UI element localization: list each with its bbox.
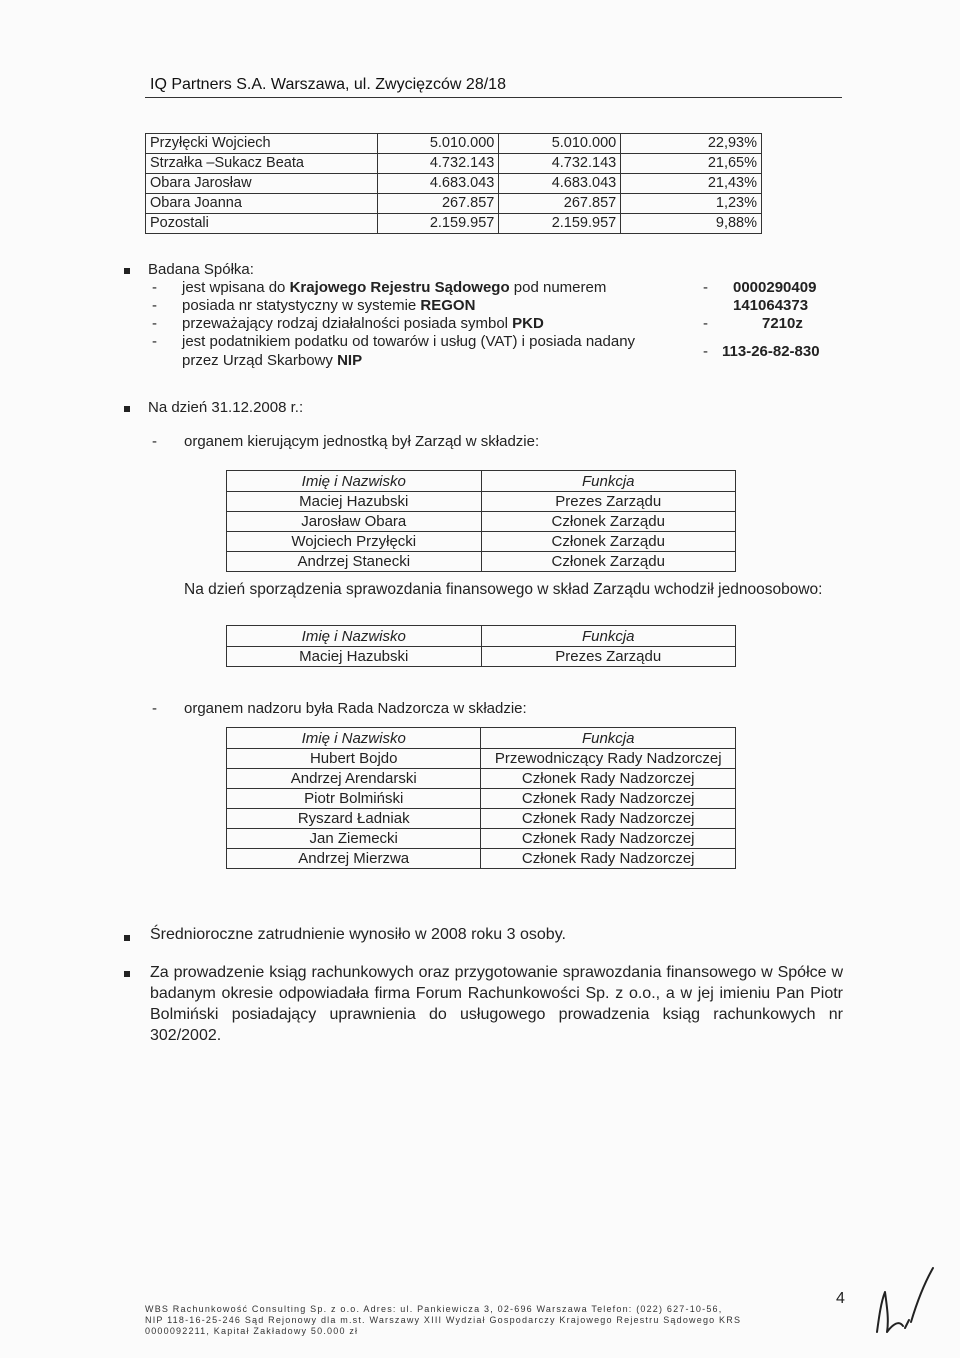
page-number: 4	[836, 1290, 845, 1307]
table-row	[146, 134, 762, 154]
table-row	[227, 849, 736, 869]
person-name: Jan Ziemecki	[227, 829, 481, 849]
single-board-table	[226, 625, 736, 667]
board-table	[226, 470, 736, 572]
document-header: IQ Partners S.A. Warszawa, ul. Zwycięzców 28/18	[150, 76, 506, 93]
footer-line-1: WBS Rachunkowość Consulting Sp. z o.o. Adres: ul. Pankiewicza 3, 02-696 Warszawa Telefon: (022) 627-10-56,	[145, 1304, 723, 1314]
share-percent: 21,65%	[621, 154, 762, 174]
table-row	[146, 174, 762, 194]
bullet-square-icon	[124, 935, 130, 941]
vote-count: 2.159.957	[499, 214, 621, 234]
vote-count: 267.857	[499, 194, 621, 214]
column-header-role: Funkcja	[481, 471, 736, 492]
column-header-role: Funkcja	[481, 626, 736, 647]
share-count: 4.732.143	[377, 154, 499, 174]
bullet-square-icon	[124, 406, 130, 412]
column-header-role: Funkcja	[481, 728, 736, 749]
share-percent: 22,93%	[621, 134, 762, 154]
table-row	[227, 769, 736, 789]
person-role: Członek Rady Nadzorczej	[481, 789, 736, 809]
person-role: Członek Zarządu	[481, 532, 736, 552]
table-row	[146, 214, 762, 234]
date-line: Na dzień 31.12.2008 r.:	[148, 399, 304, 416]
person-role: Członek Rady Nadzorczej	[481, 849, 736, 869]
footer-line-2: NIP 118-16-25-246 Sąd Rejonowy dla m.st. Warszawy XIII Wydział Gospodarczy Krajowego Rejestru Sądowego KRS	[145, 1315, 742, 1325]
person-role: Członek Zarządu	[481, 512, 736, 532]
column-header-name: Imię i Nazwisko	[227, 471, 482, 492]
bullet-square-icon	[124, 268, 130, 274]
dash-marker: -	[152, 333, 157, 350]
employment-text: Średnioroczne zatrudnienie wynosiło w 2008 roku 3 osoby.	[150, 926, 566, 943]
footer-line-3: 0000092211, Kapitał Zakładowy 50.000 zł	[145, 1326, 359, 1336]
header-divider	[145, 97, 842, 98]
nip-line-1: jest podatnikiem podatku od towarów i usług (VAT) i posiada nadany	[182, 333, 636, 350]
share-count: 267.857	[377, 194, 499, 214]
vote-count: 5.010.000	[499, 134, 621, 154]
person-name: Andrzej Arendarski	[227, 769, 481, 789]
vote-count: 4.732.143	[499, 154, 621, 174]
board-intro: organem kierującym jednostką był Zarząd w składzie:	[184, 433, 540, 450]
share-count: 5.010.000	[377, 134, 499, 154]
person-name: Maciej Hazubski	[227, 492, 482, 512]
bookkeeping-text: Za prowadzenie ksiąg rachunkowych oraz przygotowanie sprawozdania finansowego w Spółce w badanym okresie odpowiadała firma Forum Rachunkowości Sp. z o.o., a w jej imieniu Pan Piotr Bolmiński posiadający uprawnienia do usługowego prowadzenia ksiąg rachunkowych nr 302/2002.	[150, 964, 843, 1044]
shareholders-table	[145, 133, 762, 234]
table-row	[227, 492, 736, 512]
table-row	[227, 532, 736, 552]
person-role: Członek Rady Nadzorczej	[481, 809, 736, 829]
table-row	[227, 809, 736, 829]
regon-line: posiada nr statystyczny w systemie REGON	[182, 297, 476, 314]
dash-marker: -	[703, 343, 708, 360]
table-row	[227, 749, 736, 769]
person-role: Prezes Zarządu	[481, 492, 736, 512]
table-row	[227, 647, 736, 667]
pkd-code: 7210z	[762, 315, 803, 332]
company-intro: Badana Spółka:	[148, 261, 254, 278]
dash-marker: -	[152, 700, 157, 717]
table-row	[227, 789, 736, 809]
dash-marker: -	[152, 279, 157, 296]
regon-number: 141064373	[733, 297, 809, 314]
dash-marker: -	[703, 279, 708, 296]
pkd-line: przeważający rodzaj działalności posiada symbol PKD	[182, 315, 544, 332]
person-name: Hubert Bojdo	[227, 749, 481, 769]
shareholder-name: Przyłęcki Wojciech	[146, 134, 378, 154]
person-name: Andrzej Mierzwa	[227, 849, 481, 869]
share-count: 4.683.043	[377, 174, 499, 194]
nip-number: 113-26-82-830	[722, 343, 820, 360]
table-row	[227, 512, 736, 532]
share-count: 2.159.957	[377, 214, 499, 234]
shareholder-name: Strzałka –Sukacz Beata	[146, 154, 378, 174]
share-percent: 21,43%	[621, 174, 762, 194]
shareholder-name: Obara Jarosław	[146, 174, 378, 194]
share-percent: 1,23%	[621, 194, 762, 214]
table-row	[227, 829, 736, 849]
person-role: Prezes Zarządu	[481, 647, 736, 667]
shareholder-name: Obara Joanna	[146, 194, 378, 214]
column-header-name: Imię i Nazwisko	[227, 728, 481, 749]
footer	[145, 1304, 835, 1337]
signature-icon	[865, 1262, 945, 1342]
person-name: Piotr Bolmiński	[227, 789, 481, 809]
table-row	[146, 194, 762, 214]
person-role: Członek Zarządu	[481, 552, 736, 572]
person-name: Andrzej Stanecki	[227, 552, 482, 572]
table-row	[227, 552, 736, 572]
person-name: Maciej Hazubski	[227, 647, 482, 667]
supervisory-table	[226, 727, 736, 869]
krs-line: jest wpisana do Krajowego Rejestru Sądowego pod numerem	[182, 279, 607, 296]
dash-marker: -	[703, 315, 708, 332]
bullet-square-icon	[124, 971, 130, 977]
share-percent: 9,88%	[621, 214, 762, 234]
table-row	[146, 154, 762, 174]
person-name: Jarosław Obara	[227, 512, 482, 532]
person-role: Członek Rady Nadzorczej	[481, 769, 736, 789]
nip-line-2: przez Urząd Skarbowy NIP	[182, 352, 363, 369]
dash-marker: -	[152, 297, 157, 314]
dash-marker: -	[152, 433, 157, 450]
dash-marker: -	[152, 315, 157, 332]
person-role: Członek Rady Nadzorczej	[481, 829, 736, 849]
column-header-name: Imię i Nazwisko	[227, 626, 482, 647]
shareholder-name: Pozostali	[146, 214, 378, 234]
person-name: Ryszard Ładniak	[227, 809, 481, 829]
vote-count: 4.683.043	[499, 174, 621, 194]
krs-number: 0000290409	[733, 279, 817, 296]
person-name: Wojciech Przyłęcki	[227, 532, 482, 552]
person-role: Przewodniczący Rady Nadzorczej	[481, 749, 736, 769]
single-board-text: Na dzień sporządzenia sprawozdania finansowego w skład Zarządu wchodził jednoosobowo:	[184, 581, 823, 598]
supervisory-intro: organem nadzoru była Rada Nadzorcza w składzie:	[184, 700, 527, 717]
